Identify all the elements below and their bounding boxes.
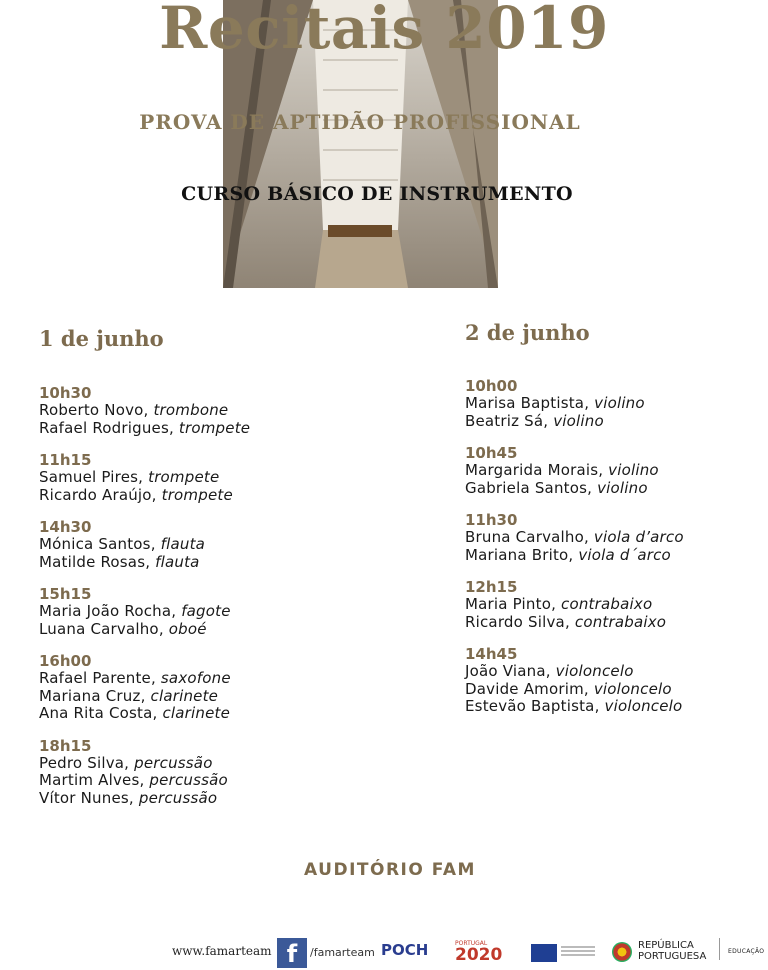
performer-row: Roberto Novo, trombone — [39, 401, 229, 419]
performer-name: Gabriela Santos — [465, 478, 588, 497]
performer-name: Maria Pinto — [465, 595, 552, 613]
performer-instrument: violoncelo — [604, 697, 683, 715]
performer-instrument: trompete — [161, 485, 233, 504]
performer-instrument: trombone — [153, 401, 229, 419]
performer-name: Ana Rita Costa — [39, 704, 153, 722]
performer-name: Bruna Carvalho — [465, 528, 584, 546]
performer-instrument: viola d’arco — [593, 528, 684, 546]
performer-instrument: violino — [608, 461, 659, 479]
day-heading: 1 de junho — [39, 326, 164, 351]
performer-name: Pedro Silva — [39, 753, 125, 772]
portugal2020-logo — [455, 940, 517, 965]
performer-row: Vítor Nunes, percussão — [39, 788, 218, 807]
republica-label: REPÚBLICA — [638, 940, 694, 951]
performer-name: Rafael Parente — [39, 669, 151, 687]
time-slot — [39, 737, 369, 808]
portuguesa-label: PORTUGUESA — [638, 951, 707, 962]
performer-row: Maria Pinto, contrabaixo — [465, 595, 653, 613]
slot-time: 11h15 — [39, 451, 92, 469]
performer-row: Luana Carvalho, oboé — [39, 619, 207, 638]
republic-emblem-icon — [612, 942, 632, 962]
performer-instrument: flauta — [160, 535, 206, 553]
performer-row: Beatriz Sá, violino — [465, 411, 604, 430]
portugal2020-label: PORTUGAL — [455, 940, 488, 947]
performer-instrument: violoncelo — [555, 662, 634, 680]
performer-row: Mónica Santos, flauta — [39, 535, 206, 553]
performer-name: Roberto Novo — [39, 401, 144, 419]
performer-name: Matilde Rosas — [39, 552, 146, 571]
time-slot — [39, 652, 369, 723]
performer-instrument: trompete — [178, 418, 251, 437]
performer-name: Davide Amorim — [465, 679, 584, 698]
performer-instrument: trompete — [148, 468, 220, 486]
performer-row: Martim Alves, percussão — [39, 771, 228, 789]
day-schedule — [39, 384, 369, 821]
performer-row: Pedro Silva, percussão — [39, 753, 213, 772]
footer-logos — [0, 934, 768, 968]
performer-instrument: oboé — [168, 619, 207, 638]
slot-time: 16h00 — [39, 652, 92, 670]
performer-instrument: clarinete — [150, 686, 219, 705]
eu-fund-text — [561, 944, 595, 958]
performer-instrument: percussão — [138, 788, 218, 807]
performer-row: Mariana Brito, viola d´arco — [465, 545, 671, 564]
time-slot — [465, 511, 768, 564]
performer-name: Luana Carvalho — [39, 619, 159, 638]
time-slot — [465, 645, 768, 716]
eu-flag-icon — [531, 944, 557, 962]
performer-instrument: contrabaixo — [561, 595, 653, 613]
performer-name: Estevão Baptista — [465, 697, 595, 715]
slot-time: 15h15 — [39, 585, 92, 603]
page-title: Recitais 2019 — [159, 0, 609, 62]
performer-name: Vítor Nunes — [39, 788, 129, 807]
performer-row: Gabriela Santos, violino — [465, 478, 648, 497]
performer-row: Margarida Morais, violino — [465, 461, 659, 479]
performer-row: Matilde Rosas, flauta — [39, 552, 200, 571]
facebook-handle[interactable]: /famarteam — [310, 946, 375, 959]
performer-row: Marisa Baptista, violino — [465, 394, 645, 412]
time-slot — [39, 451, 369, 504]
website-link[interactable]: www.famarteam — [172, 944, 272, 958]
portugal2020-year: 2020 — [455, 945, 503, 965]
performer-name: Samuel Pires — [39, 468, 139, 486]
venue: AUDITÓRIO FAM — [304, 860, 476, 880]
performer-name: Rafael Rodrigues — [39, 418, 169, 437]
performer-instrument: fagote — [181, 602, 231, 620]
performer-name: João Viana — [465, 662, 546, 680]
performer-instrument: percussão — [134, 753, 213, 772]
performer-instrument: clarinete — [162, 704, 231, 722]
performer-name: Ricardo Silva — [465, 612, 565, 631]
facebook-icon[interactable]: f — [277, 938, 307, 968]
performer-row: João Viana, violoncelo — [465, 662, 634, 680]
slot-time: 10h45 — [465, 444, 518, 462]
performer-instrument: violino — [597, 478, 648, 497]
performer-row: Mariana Cruz, clarinete — [39, 686, 219, 705]
performer-row: Ricardo Silva, contrabaixo — [465, 612, 667, 631]
performer-name: Mariana Brito — [465, 545, 569, 564]
performer-row: Rafael Parente, saxofone — [39, 669, 231, 687]
performer-row: Davide Amorim, violoncelo — [465, 679, 672, 698]
performer-instrument: violoncelo — [593, 679, 672, 698]
performer-name: Beatriz Sá — [465, 411, 544, 430]
performer-instrument: viola d´arco — [578, 545, 671, 564]
performer-instrument: percussão — [149, 771, 228, 789]
performer-instrument: violino — [594, 394, 645, 412]
slot-time: 10h30 — [39, 384, 92, 402]
performer-name: Ricardo Araújo — [39, 485, 152, 504]
performer-name: Mariana Cruz — [39, 686, 141, 705]
performer-row: Ricardo Araújo, trompete — [39, 485, 233, 504]
republica-portuguesa — [638, 940, 706, 962]
performer-instrument: flauta — [155, 552, 200, 571]
poch-logo: POCH — [381, 941, 429, 959]
time-slot — [39, 384, 369, 437]
slot-time: 11h30 — [465, 511, 518, 529]
performer-name: Marisa Baptista — [465, 394, 585, 412]
performer-row: Samuel Pires, trompete — [39, 468, 220, 486]
slot-time: 12h15 — [465, 578, 518, 596]
time-slot — [465, 444, 768, 497]
performer-name: Maria João Rocha — [39, 602, 172, 620]
slot-time: 18h15 — [39, 736, 92, 755]
performer-row: Ana Rita Costa, clarinete — [39, 704, 231, 722]
time-slot — [39, 518, 369, 571]
performer-name: Mónica Santos — [39, 535, 151, 553]
performer-row: Estevão Baptista, violoncelo — [465, 697, 683, 715]
time-slot — [39, 585, 369, 638]
performer-instrument: contrabaixo — [574, 612, 667, 631]
performer-row: Rafael Rodrigues, trompete — [39, 418, 251, 437]
time-slot — [465, 377, 768, 430]
performer-name: Margarida Morais — [465, 461, 599, 479]
performer-row: Maria João Rocha, fagote — [39, 602, 231, 620]
performer-row: Bruna Carvalho, viola d’arco — [465, 528, 684, 546]
day-heading: 2 de junho — [465, 320, 590, 345]
performer-instrument: violino — [553, 411, 604, 430]
subtitle: PROVA DE APTIDÃO PROFISSIONAL — [139, 110, 581, 134]
educacao-label: EDUCAÇÃO — [728, 948, 765, 955]
course-title: CURSO BÁSICO DE INSTRUMENTO — [181, 183, 573, 205]
time-slot — [465, 578, 768, 631]
performer-instrument: saxofone — [160, 669, 231, 687]
slot-time: 10h00 — [465, 377, 518, 395]
performer-name: Martim Alves — [39, 771, 140, 789]
slot-time: 14h30 — [39, 518, 92, 536]
slot-time: 14h45 — [465, 645, 518, 663]
divider — [719, 938, 720, 960]
day-schedule — [465, 377, 768, 730]
